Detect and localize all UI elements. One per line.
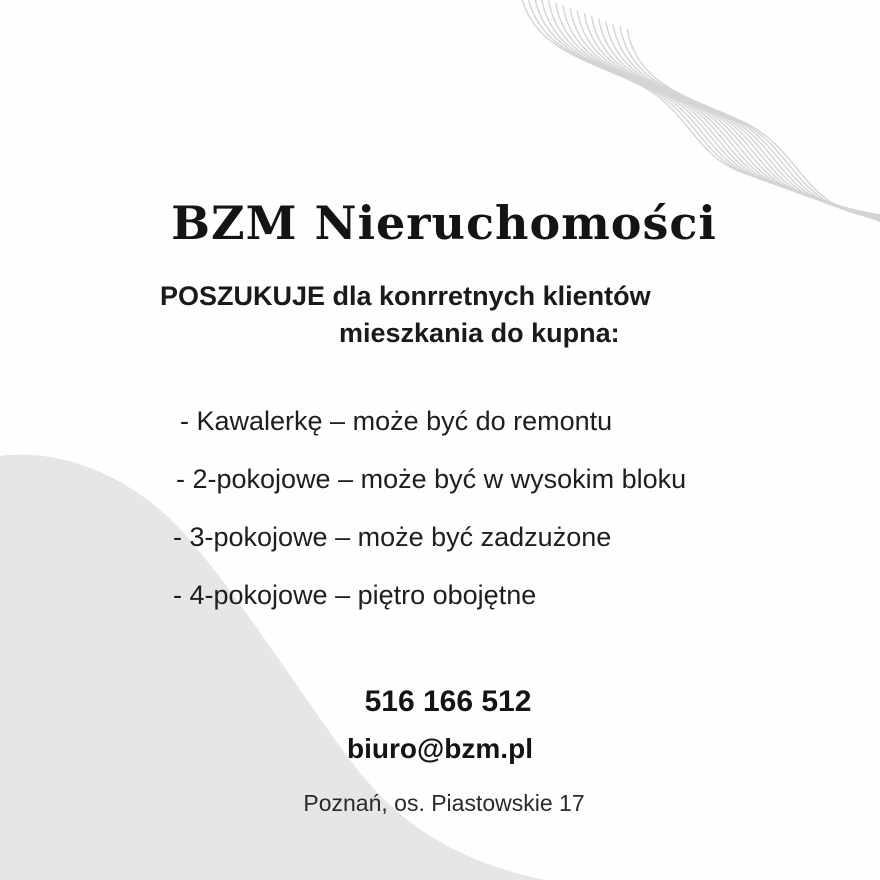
- brand-title: BZM Nieruchomości: [171, 196, 717, 250]
- email-address[interactable]: biuro@bzm.pl: [347, 733, 533, 764]
- list-item: - Kawalerkę – może być do remontu: [180, 406, 613, 436]
- list-item: - 4-pokojowe – piętro obojętne: [173, 580, 537, 610]
- headline-line-1: POSZUKUJE dla konrretnych klientów: [160, 281, 651, 311]
- list-item: - 3-pokojowe – może być zadzużone: [173, 522, 612, 552]
- phone-number[interactable]: 516 166 512: [364, 685, 532, 718]
- list-item: - 2-pokojowe – może być w wysokim bloku: [176, 464, 687, 494]
- office-address: Poznań, os. Piastowskie 17: [303, 790, 585, 816]
- headline-line-2: mieszkania do kupna:: [339, 318, 620, 348]
